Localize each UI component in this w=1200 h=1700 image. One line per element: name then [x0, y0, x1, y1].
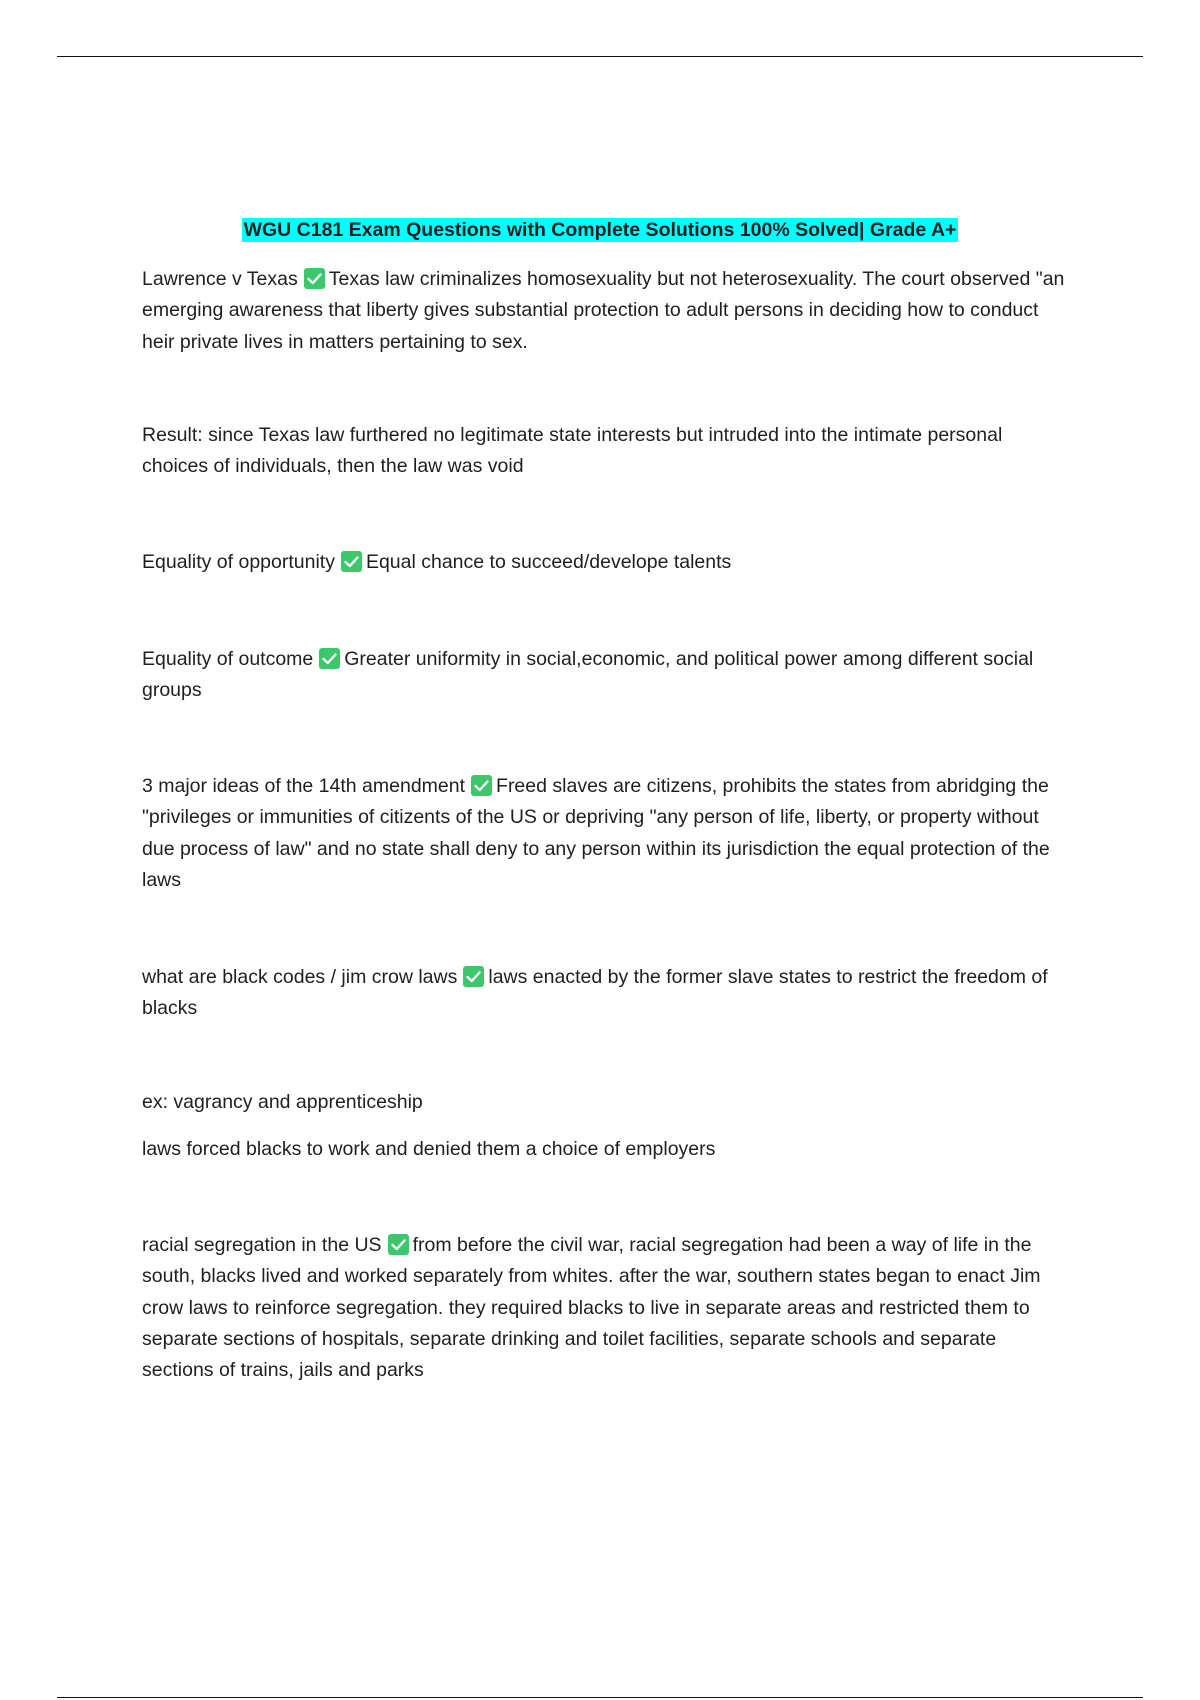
entry-term: racial segregation in the US [142, 1234, 382, 1256]
check-mark-icon [471, 775, 492, 796]
qa-entry-racial-segregation [142, 1230, 1072, 1386]
qa-entry-lawrence-v-texas [142, 264, 1072, 358]
entry-text: Result: since Texas law furthered no legitimate state interests but intruded into the intimate personal choices of individuals, then the law was void [142, 424, 1003, 478]
entry-text: laws forced blacks to work and denied them a choice of employers [142, 1138, 716, 1160]
check-mark-icon [463, 966, 484, 987]
entry-term: Equality of opportunity [142, 551, 335, 573]
entry-definition: from before the civil war, racial segregation had been a way of life in the south, blacks lived and worked separately from whites. after the war, southern states began to enact Jim crow laws to reinforce segregation. they required blacks to live in separate areas and restricted them to separate sections of hospitals, separate drinking and toilet facilities, separate schools and separate sections of trains, jails and parks [142, 1234, 1041, 1382]
entry-term: what are black codes / jim crow laws [142, 966, 458, 988]
entry-term: Lawrence v Texas [142, 268, 298, 290]
top-rule [57, 56, 1143, 57]
bottom-rule [57, 1697, 1143, 1698]
document-title [0, 216, 1200, 244]
check-mark-icon [341, 551, 362, 572]
entry-definition: Equal chance to succeed/develope talents [365, 551, 732, 573]
qa-entry-equality-of-opportunity [142, 547, 1072, 578]
qa-entry-example [142, 1087, 1072, 1118]
title-highlight: WGU C181 Exam Questions with Complete Solutions 100% Solved| Grade A+ [243, 219, 957, 241]
qa-entry-laws-forced [142, 1134, 1072, 1165]
qa-entry-equality-of-outcome [142, 644, 1072, 707]
entry-definition: Texas law criminalizes homosexuality but not heterosexuality. The court observed "an emerging awareness that liberty gives substantial protection to adult persons in deciding how to conduct heir private lives in matters pertaining to sex. [142, 268, 1065, 353]
check-mark-icon [388, 1234, 409, 1255]
entry-definition: laws enacted by the former slave states to restrict the freedom of blacks [142, 966, 1048, 1020]
qa-entry-black-codes [142, 962, 1072, 1025]
entry-term: 3 major ideas of the 14th amendment [142, 775, 466, 797]
entry-term: Equality of outcome [142, 648, 314, 670]
qa-entry-14th-amendment [142, 771, 1072, 896]
entry-definition: Freed slaves are citizens, prohibits the states from abridging the "privileges or immunities of citizents of the US or depriving "any person of life, liberty, or property without due process of law" and no state shall deny to any person within its jurisdiction the equal protection of the laws [142, 775, 1050, 891]
check-mark-icon [304, 268, 325, 289]
check-mark-icon [319, 648, 340, 669]
qa-entry-result [142, 420, 1072, 483]
entry-text: ex: vagrancy and apprenticeship [142, 1091, 423, 1113]
entry-definition: Greater uniformity in social,economic, and political power among different social groups [142, 648, 1034, 702]
